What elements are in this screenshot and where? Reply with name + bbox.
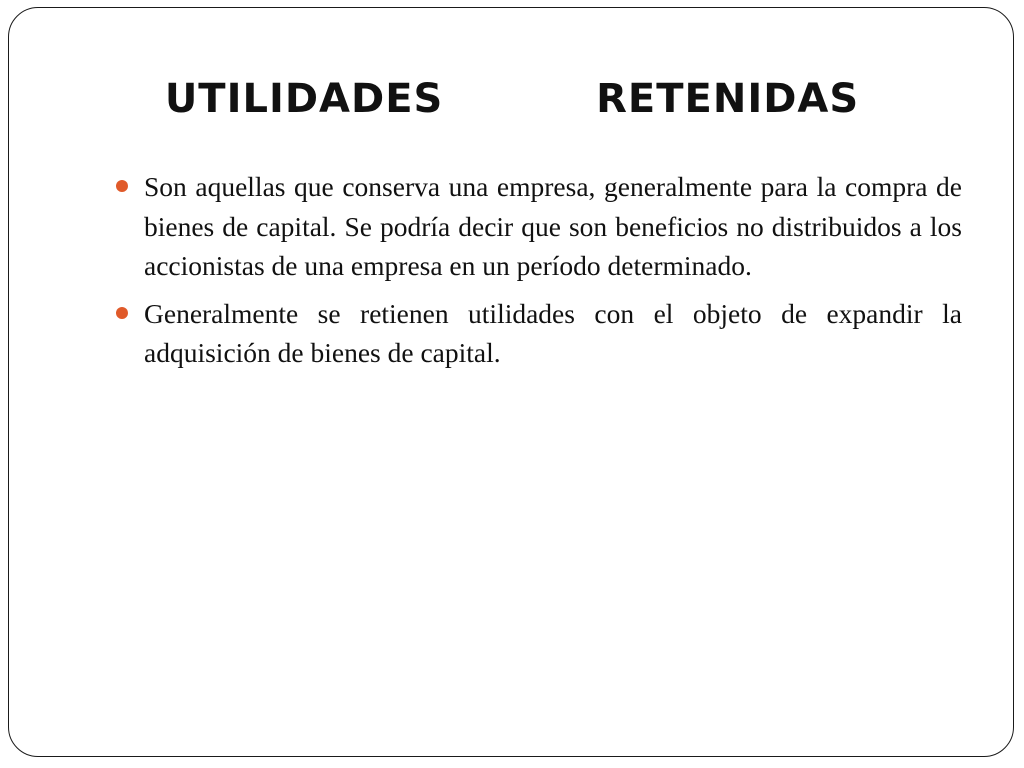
bullet-item	[144, 167, 962, 286]
bullet-dot-icon	[116, 307, 128, 319]
slide-title: UTILIDADES RETENIDAS	[164, 76, 860, 122]
bullet-dot-icon	[116, 180, 128, 192]
bullet-list	[144, 167, 962, 381]
bullet-text: Generalmente se retienen utilidades con el objeto de expandir la adquisición de bienes de capital.	[144, 297, 962, 368]
bullet-text: Son aquellas que conserva una empresa, generalmente para la compra de bienes de capital. Se podría decir que son beneficios no distribuidos a los accionistas de una empresa en un período determinado.	[144, 171, 962, 281]
bullet-item	[144, 294, 962, 373]
